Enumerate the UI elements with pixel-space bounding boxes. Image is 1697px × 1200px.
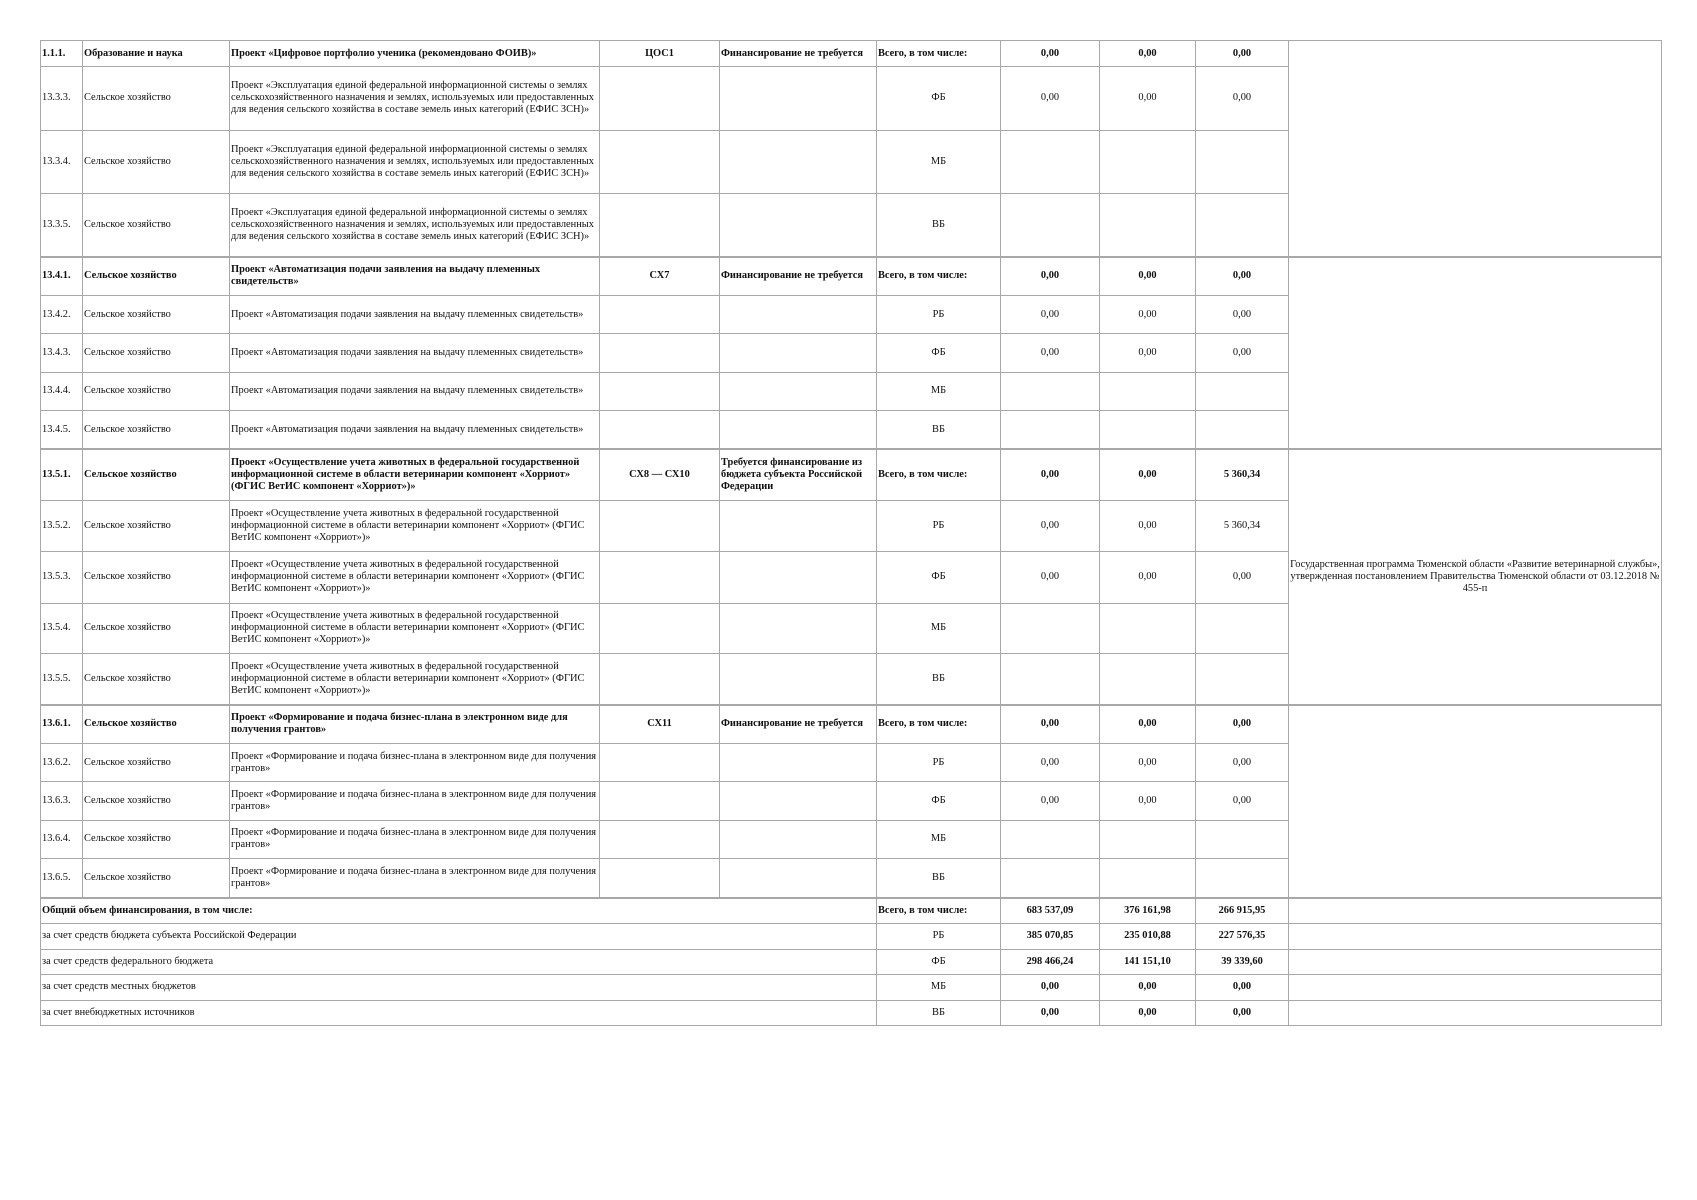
total-label: Общий объем финансирования, в том числе: <box>41 898 877 923</box>
funding-source: ФБ <box>877 552 1001 603</box>
value-year-1 <box>1001 603 1100 654</box>
value-year-1: 0,00 <box>1001 41 1100 67</box>
value-year-1 <box>1001 130 1100 194</box>
funding-source: ВБ <box>877 859 1001 899</box>
row-number: 13.6.4. <box>41 820 83 858</box>
sector: Сельское хозяйство <box>83 449 230 500</box>
project-name: Проект «Осуществление учета животных в федеральной государственной информационной системе в области ветеринарии компонент «Хорриот» (ФГИС ВетИС компонент «Хорриот»)» <box>230 603 600 654</box>
value-year-2: 0,00 <box>1100 705 1196 743</box>
row-number: 13.6.3. <box>41 782 83 820</box>
project-name: Проект «Осуществление учета животных в федеральной государственной информационной системе в области ветеринарии компонент «Хорриот» (ФГИС ВетИС компонент «Хорриот»)» <box>230 552 600 603</box>
project-code: ЦОС1 <box>600 41 720 67</box>
value-year-1: 0,00 <box>1001 705 1100 743</box>
value-year-1 <box>1001 859 1100 899</box>
value-year-3: 266 915,95 <box>1196 898 1289 923</box>
project-code: СХ7 <box>600 257 720 295</box>
sector: Сельское хозяйство <box>83 782 230 820</box>
sector: Сельское хозяйство <box>83 654 230 705</box>
value-year-1 <box>1001 411 1100 449</box>
value-year-2: 235 010,88 <box>1100 923 1196 949</box>
empty-note <box>1289 923 1662 949</box>
project-name: Проект «Формирование и подача бизнес-плана в электронном виде для получения грантов» <box>230 705 600 743</box>
funding-source: РБ <box>877 923 1001 949</box>
project-code <box>600 295 720 333</box>
funding-source: РБ <box>877 295 1001 333</box>
value-year-3: 0,00 <box>1196 67 1289 131</box>
project-code <box>600 654 720 705</box>
value-year-2 <box>1100 603 1196 654</box>
funding-source: ФБ <box>877 67 1001 131</box>
funding-source: МБ <box>877 372 1001 410</box>
row-number: 1.1.1. <box>41 41 83 67</box>
financing-status <box>720 820 877 858</box>
project-code: СХ11 <box>600 705 720 743</box>
funding-source: МБ <box>877 603 1001 654</box>
total-row <box>41 974 1662 1000</box>
value-year-1: 0,00 <box>1001 743 1100 781</box>
project-name: Проект «Автоматизация подачи заявления на выдачу племенных свидетельств» <box>230 295 600 333</box>
financing-status <box>720 603 877 654</box>
table-row <box>41 705 1662 743</box>
financing-status <box>720 500 877 551</box>
sector: Сельское хозяйство <box>83 257 230 295</box>
value-year-2: 0,00 <box>1100 334 1196 372</box>
value-year-2 <box>1100 411 1196 449</box>
project-name: Проект «Формирование и подача бизнес-плана в электронном виде для получения грантов» <box>230 820 600 858</box>
value-year-1 <box>1001 820 1100 858</box>
sector: Сельское хозяйство <box>83 603 230 654</box>
value-year-3: 0,00 <box>1196 41 1289 67</box>
value-year-2 <box>1100 372 1196 410</box>
funding-source: ФБ <box>877 334 1001 372</box>
project-code <box>600 552 720 603</box>
project-name: Проект «Формирование и подача бизнес-плана в электронном виде для получения грантов» <box>230 782 600 820</box>
value-year-2: 0,00 <box>1100 500 1196 551</box>
sector: Сельское хозяйство <box>83 743 230 781</box>
value-year-1: 0,00 <box>1001 334 1100 372</box>
empty-note <box>1289 974 1662 1000</box>
value-year-2: 0,00 <box>1100 295 1196 333</box>
financing-status <box>720 372 877 410</box>
total-row <box>41 1000 1662 1025</box>
total-label: за счет средств бюджета субъекта Российской Федерации <box>41 923 877 949</box>
funding-source: Всего, в том числе: <box>877 257 1001 295</box>
total-row <box>41 923 1662 949</box>
funding-source: ВБ <box>877 194 1001 258</box>
value-year-2: 141 151,10 <box>1100 949 1196 974</box>
project-code <box>600 743 720 781</box>
value-year-2: 0,00 <box>1100 743 1196 781</box>
funding-source: МБ <box>877 130 1001 194</box>
program-note <box>1289 257 1662 449</box>
value-year-3: 0,00 <box>1196 782 1289 820</box>
row-number: 13.4.1. <box>41 257 83 295</box>
sector: Сельское хозяйство <box>83 859 230 899</box>
value-year-2: 0,00 <box>1100 41 1196 67</box>
value-year-3 <box>1196 859 1289 899</box>
project-code <box>600 820 720 858</box>
value-year-1 <box>1001 194 1100 258</box>
project-name: Проект «Эксплуатация единой федеральной информационной системы о землях сельскохозяйственного назначения и землях, используемых или предоставленных для ведения сельского хозяйства в составе земель иных категорий (ЕФИС ЗСН)» <box>230 67 600 131</box>
financing-status: Финансирование не требуется <box>720 705 877 743</box>
value-year-2 <box>1100 859 1196 899</box>
value-year-1: 0,00 <box>1001 295 1100 333</box>
value-year-3: 0,00 <box>1196 974 1289 1000</box>
value-year-3: 0,00 <box>1196 1000 1289 1025</box>
program-note <box>1289 41 1662 258</box>
project-code <box>600 194 720 258</box>
project-name: Проект «Автоматизация подачи заявления на выдачу племенных свидетельств» <box>230 372 600 410</box>
funding-source: Всего, в том числе: <box>877 705 1001 743</box>
value-year-3 <box>1196 411 1289 449</box>
value-year-1: 0,00 <box>1001 974 1100 1000</box>
empty-note <box>1289 949 1662 974</box>
value-year-3: 5 360,34 <box>1196 500 1289 551</box>
funding-source: ВБ <box>877 1000 1001 1025</box>
row-number: 13.3.3. <box>41 67 83 131</box>
project-name: Проект «Осуществление учета животных в федеральной государственной информационной системе в области ветеринарии компонент «Хорриот» (ФГИС ВетИС компонент «Хорриот»)» <box>230 654 600 705</box>
sector: Сельское хозяйство <box>83 820 230 858</box>
sector: Сельское хозяйство <box>83 500 230 551</box>
value-year-3: 0,00 <box>1196 705 1289 743</box>
financing-status: Финансирование не требуется <box>720 257 877 295</box>
value-year-1: 0,00 <box>1001 67 1100 131</box>
value-year-3: 0,00 <box>1196 334 1289 372</box>
funding-source: ВБ <box>877 654 1001 705</box>
value-year-3: 0,00 <box>1196 257 1289 295</box>
funding-source: Всего, в том числе: <box>877 449 1001 500</box>
project-name: Проект «Осуществление учета животных в федеральной государственной информационной системе в области ветеринарии компонент «Хорриот» (ФГИС ВетИС компонент «Хорриот»)» <box>230 449 600 500</box>
sector: Сельское хозяйство <box>83 411 230 449</box>
row-number: 13.5.5. <box>41 654 83 705</box>
value-year-1: 385 070,85 <box>1001 923 1100 949</box>
sector: Сельское хозяйство <box>83 372 230 410</box>
funding-source: ФБ <box>877 782 1001 820</box>
sector: Сельское хозяйство <box>83 194 230 258</box>
financing-status <box>720 782 877 820</box>
value-year-1: 298 466,24 <box>1001 949 1100 974</box>
program-note <box>1289 705 1662 898</box>
financing-status <box>720 194 877 258</box>
value-year-3 <box>1196 603 1289 654</box>
value-year-2: 0,00 <box>1100 974 1196 1000</box>
value-year-1: 0,00 <box>1001 500 1100 551</box>
value-year-2: 0,00 <box>1100 449 1196 500</box>
funding-source: РБ <box>877 500 1001 551</box>
project-name: Проект «Цифровое портфолио ученика (рекомендовано ФОИВ)» <box>230 41 600 67</box>
row-number: 13.4.5. <box>41 411 83 449</box>
project-code <box>600 130 720 194</box>
row-number: 13.5.2. <box>41 500 83 551</box>
project-name: Проект «Автоматизация подачи заявления на выдачу племенных свидетельств» <box>230 257 600 295</box>
value-year-2: 0,00 <box>1100 67 1196 131</box>
financing-status <box>720 334 877 372</box>
value-year-1 <box>1001 654 1100 705</box>
financing-status <box>720 654 877 705</box>
table-row <box>41 449 1662 500</box>
financing-status <box>720 295 877 333</box>
sector: Сельское хозяйство <box>83 334 230 372</box>
financing-status <box>720 859 877 899</box>
table-row <box>41 257 1662 295</box>
total-row <box>41 898 1662 923</box>
row-number: 13.6.2. <box>41 743 83 781</box>
funding-source: РБ <box>877 743 1001 781</box>
funding-source: Всего, в том числе: <box>877 41 1001 67</box>
value-year-2: 0,00 <box>1100 257 1196 295</box>
value-year-3 <box>1196 820 1289 858</box>
value-year-2: 0,00 <box>1100 782 1196 820</box>
empty-note <box>1289 1000 1662 1025</box>
funding-source: МБ <box>877 820 1001 858</box>
project-name: Проект «Автоматизация подачи заявления на выдачу племенных свидетельств» <box>230 411 600 449</box>
value-year-2 <box>1100 654 1196 705</box>
row-number: 13.5.3. <box>41 552 83 603</box>
empty-note <box>1289 898 1662 923</box>
sector: Сельское хозяйство <box>83 295 230 333</box>
value-year-3: 0,00 <box>1196 743 1289 781</box>
value-year-1: 683 537,09 <box>1001 898 1100 923</box>
value-year-2 <box>1100 820 1196 858</box>
project-code <box>600 859 720 899</box>
financing-table <box>40 40 1662 1026</box>
project-name: Проект «Осуществление учета животных в федеральной государственной информационной системе в области ветеринарии компонент «Хорриот» (ФГИС ВетИС компонент «Хорриот»)» <box>230 500 600 551</box>
value-year-3: 227 576,35 <box>1196 923 1289 949</box>
project-name: Проект «Эксплуатация единой федеральной информационной системы о землях сельскохозяйственного назначения и землях, используемых или предоставленных для ведения сельского хозяйства в составе земель иных категорий (ЕФИС ЗСН)» <box>230 194 600 258</box>
financing-status: Требуется финансирование из бюджета субъекта Российской Федерации <box>720 449 877 500</box>
value-year-1 <box>1001 372 1100 410</box>
value-year-3: 0,00 <box>1196 552 1289 603</box>
value-year-1: 0,00 <box>1001 552 1100 603</box>
financing-status <box>720 67 877 131</box>
sector: Сельское хозяйство <box>83 67 230 131</box>
value-year-3 <box>1196 654 1289 705</box>
row-number: 13.6.1. <box>41 705 83 743</box>
sector: Сельское хозяйство <box>83 552 230 603</box>
total-label: за счет средств федерального бюджета <box>41 949 877 974</box>
value-year-3: 0,00 <box>1196 295 1289 333</box>
value-year-3 <box>1196 130 1289 194</box>
row-number: 13.6.5. <box>41 859 83 899</box>
row-number: 13.4.3. <box>41 334 83 372</box>
value-year-1: 0,00 <box>1001 257 1100 295</box>
value-year-3 <box>1196 194 1289 258</box>
project-code <box>600 411 720 449</box>
funding-source: МБ <box>877 974 1001 1000</box>
project-code <box>600 603 720 654</box>
value-year-1: 0,00 <box>1001 782 1100 820</box>
financing-status <box>720 743 877 781</box>
value-year-3: 39 339,60 <box>1196 949 1289 974</box>
program-note: Государственная программа Тюменской области «Развитие ветеринарной службы», утвержденная постановлением Правительства Тюменской области от 03.12.2018 № 455-п <box>1289 449 1662 705</box>
project-name: Проект «Эксплуатация единой федеральной информационной системы о землях сельскохозяйственного назначения и землях, используемых или предоставленных для ведения сельского хозяйства в составе земель иных категорий (ЕФИС ЗСН)» <box>230 130 600 194</box>
project-name: Проект «Автоматизация подачи заявления на выдачу племенных свидетельств» <box>230 334 600 372</box>
financing-status <box>720 552 877 603</box>
project-code <box>600 67 720 131</box>
project-name: Проект «Формирование и подача бизнес-плана в электронном виде для получения грантов» <box>230 859 600 899</box>
row-number: 13.5.4. <box>41 603 83 654</box>
row-number: 13.5.1. <box>41 449 83 500</box>
project-code <box>600 782 720 820</box>
sector: Сельское хозяйство <box>83 705 230 743</box>
value-year-2 <box>1100 130 1196 194</box>
value-year-2: 376 161,98 <box>1100 898 1196 923</box>
sector: Образование и наука <box>83 41 230 67</box>
row-number: 13.3.5. <box>41 194 83 258</box>
financing-status: Финансирование не требуется <box>720 41 877 67</box>
sector: Сельское хозяйство <box>83 130 230 194</box>
funding-source: ВБ <box>877 411 1001 449</box>
financing-status <box>720 130 877 194</box>
value-year-3: 5 360,34 <box>1196 449 1289 500</box>
value-year-3 <box>1196 372 1289 410</box>
row-number: 13.4.4. <box>41 372 83 410</box>
value-year-2 <box>1100 194 1196 258</box>
project-code: СХ8 — СХ10 <box>600 449 720 500</box>
project-code <box>600 334 720 372</box>
row-number: 13.4.2. <box>41 295 83 333</box>
project-code <box>600 500 720 551</box>
value-year-2: 0,00 <box>1100 1000 1196 1025</box>
project-name: Проект «Формирование и подача бизнес-плана в электронном виде для получения грантов» <box>230 743 600 781</box>
value-year-2: 0,00 <box>1100 552 1196 603</box>
funding-source: Всего, в том числе: <box>877 898 1001 923</box>
total-label: за счет средств местных бюджетов <box>41 974 877 1000</box>
total-row <box>41 949 1662 974</box>
total-label: за счет внебюджетных источников <box>41 1000 877 1025</box>
project-code <box>600 372 720 410</box>
row-number: 13.3.4. <box>41 130 83 194</box>
value-year-1: 0,00 <box>1001 1000 1100 1025</box>
table-row <box>41 41 1662 67</box>
value-year-1: 0,00 <box>1001 449 1100 500</box>
funding-source: ФБ <box>877 949 1001 974</box>
financing-status <box>720 411 877 449</box>
